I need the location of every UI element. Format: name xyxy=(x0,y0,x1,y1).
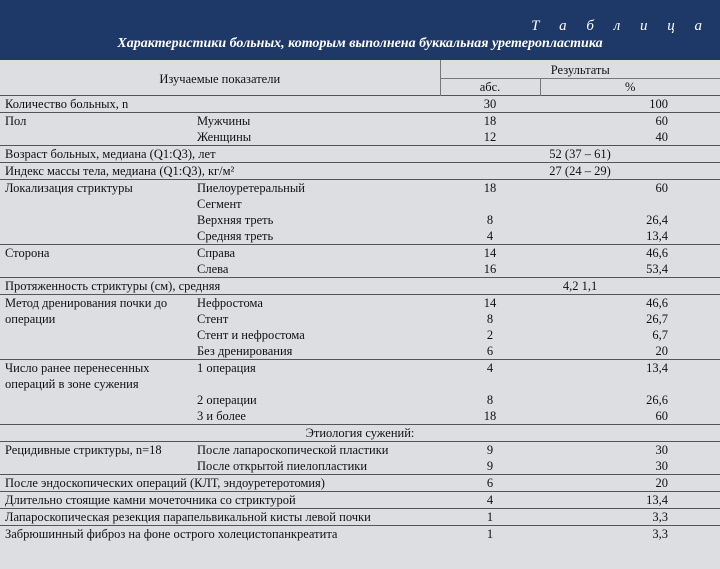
row-abs: 16 xyxy=(483,262,497,276)
table-row xyxy=(0,360,720,377)
row-pct: 30 xyxy=(540,442,720,459)
table-row xyxy=(0,408,720,425)
table-header-row xyxy=(0,60,720,79)
row-parameter: Длительно стоящие камни мочеточника со стриктурой xyxy=(0,492,440,509)
row-subparameter: Без дренирования xyxy=(197,344,293,358)
table-row xyxy=(0,392,720,408)
row-pct: 60 xyxy=(655,409,669,423)
row-subparameter: Справа xyxy=(192,245,440,262)
row-parameter: После эндоскопических операций (КЛТ, эндоуретеротомия) xyxy=(0,475,440,492)
row-pct: 20 xyxy=(540,475,720,492)
row-abs: 12 xyxy=(483,130,497,144)
row-pct: 3,3 xyxy=(540,526,720,543)
row-parameter xyxy=(0,408,192,425)
table-row xyxy=(0,180,720,197)
row-pct xyxy=(540,376,720,392)
row-abs: 9 xyxy=(440,442,540,459)
row-pct: 26,6 xyxy=(646,393,669,407)
row-pct: 46,6 xyxy=(540,245,720,262)
row-subparameter: 2 операции xyxy=(197,393,257,407)
row-parameter: Локализация стриктуры xyxy=(0,180,192,197)
row-abs: 4 xyxy=(440,492,540,509)
row-subparameter xyxy=(192,96,440,113)
row-parameter: Число ранее перенесенных xyxy=(0,360,192,377)
row-pct: 3,3 xyxy=(540,509,720,526)
row-parameter xyxy=(0,228,192,245)
row-abs: 14 xyxy=(440,295,540,312)
table-row xyxy=(0,278,720,295)
row-subparameter: Стент xyxy=(197,312,229,326)
table-row xyxy=(0,113,720,130)
row-pct: 13,4 xyxy=(540,492,720,509)
row-merged-result: 4,2 1,1 xyxy=(440,278,720,295)
table-row xyxy=(0,458,720,475)
row-abs: 18 xyxy=(440,113,540,130)
row-parameter xyxy=(0,212,192,228)
column-header-params: Изучаемые показатели xyxy=(0,60,440,96)
row-parameter xyxy=(0,392,192,408)
table-row xyxy=(0,212,720,228)
row-subparameter: Средняя треть xyxy=(197,229,274,243)
row-parameter xyxy=(0,261,192,278)
row-abs: 30 xyxy=(440,96,540,113)
row-pct: 30 xyxy=(655,459,669,473)
row-abs: 18 xyxy=(483,409,497,423)
row-abs: 9 xyxy=(486,459,494,473)
row-pct: 53,4 xyxy=(646,262,669,276)
row-abs: 2 xyxy=(486,328,494,342)
row-subparameter: Слева xyxy=(197,262,229,276)
table-row xyxy=(0,96,720,113)
row-pct: 13,4 xyxy=(646,229,669,243)
row-abs: 1 xyxy=(440,526,540,543)
row-abs: 8 xyxy=(486,213,494,227)
table-row xyxy=(0,228,720,245)
table-row xyxy=(0,425,720,442)
row-parameter: Метод дренирования почки до xyxy=(0,295,192,312)
row-subparameter: Пиелоуретеральный xyxy=(192,180,440,197)
table-row xyxy=(0,311,720,327)
row-subparameter xyxy=(192,376,440,392)
row-subparameter: Женщины xyxy=(197,130,252,144)
row-merged-result: 52 (37 – 61) xyxy=(440,146,720,163)
column-header-abs: абс. xyxy=(440,79,540,96)
row-abs: 4 xyxy=(486,229,494,243)
row-subparameter: Стент и нефростома xyxy=(197,328,305,342)
column-header-pct: % xyxy=(540,79,720,96)
row-pct: 6,7 xyxy=(652,328,669,342)
table-row xyxy=(0,442,720,459)
row-parameter: Количество больных, n xyxy=(0,96,192,113)
row-parameter xyxy=(0,343,192,360)
row-parameter: операций в зоне сужения xyxy=(5,377,139,391)
row-parameter: Сторона xyxy=(0,245,192,262)
row-parameter: Возраст больных, медиана (Q1:Q3), лет xyxy=(0,146,440,163)
row-pct: 60 xyxy=(540,180,720,197)
row-subparameter: 3 и более xyxy=(197,409,246,423)
table-row xyxy=(0,509,720,526)
row-parameter: Индекс массы тела, медиана (Q1:Q3), кг/м² xyxy=(0,163,440,180)
table-body xyxy=(0,60,720,542)
row-parameter: Протяженность стриктуры (см), средняя xyxy=(0,278,440,295)
table-row xyxy=(0,295,720,312)
row-parameter xyxy=(0,129,192,146)
row-pct: 46,6 xyxy=(540,295,720,312)
row-subparameter: После открытой пиелопластики xyxy=(197,459,368,473)
row-abs: 6 xyxy=(486,344,494,358)
table-row xyxy=(0,196,720,212)
table-row xyxy=(0,376,720,392)
table-row xyxy=(0,245,720,262)
row-pct xyxy=(540,196,720,212)
table-header-banner xyxy=(0,0,720,60)
row-pct: 100 xyxy=(540,96,720,113)
patient-characteristics-table xyxy=(0,60,720,542)
table-row xyxy=(0,129,720,146)
table-title: Характеристики больных, которым выполнена буккальная уретеропластика xyxy=(117,36,603,51)
row-subparameter: После лапароскопической пластики xyxy=(192,442,440,459)
section-label: Этиология сужений: xyxy=(0,425,720,442)
row-pct: 13,4 xyxy=(540,360,720,377)
row-subparameter: Мужчины xyxy=(192,113,440,130)
row-parameter xyxy=(0,196,192,212)
row-abs xyxy=(440,196,540,212)
row-parameter xyxy=(0,458,192,475)
row-abs: 1 xyxy=(440,509,540,526)
row-parameter: операции xyxy=(5,312,56,326)
column-header-results: Результаты xyxy=(550,63,610,77)
row-merged-result: 27 (24 – 29) xyxy=(440,163,720,180)
table-row xyxy=(0,343,720,360)
row-parameter: Пол xyxy=(0,113,192,130)
row-subparameter: Нефростома xyxy=(192,295,440,312)
row-pct: 26,4 xyxy=(646,213,669,227)
row-abs: 6 xyxy=(440,475,540,492)
table-row xyxy=(0,146,720,163)
row-abs: 8 xyxy=(486,312,494,326)
table-row xyxy=(0,475,720,492)
table-row xyxy=(0,492,720,509)
row-abs: 4 xyxy=(440,360,540,377)
table-row xyxy=(0,327,720,343)
table-row xyxy=(0,526,720,543)
row-parameter xyxy=(0,327,192,343)
row-parameter: Рецидивные стриктуры, n=18 xyxy=(0,442,192,459)
row-pct: 40 xyxy=(655,130,669,144)
row-subparameter: 1 операция xyxy=(192,360,440,377)
table-kicker: Т а б л и ц а xyxy=(531,18,710,34)
row-abs: 18 xyxy=(440,180,540,197)
row-abs: 8 xyxy=(486,393,494,407)
row-pct: 60 xyxy=(540,113,720,130)
row-parameter: Забрюшинный фиброз на фоне острого холецистопанкреатита xyxy=(0,526,440,543)
row-subparameter: Верхняя треть xyxy=(197,213,274,227)
row-abs: 14 xyxy=(440,245,540,262)
row-parameter: Лапароскопическая резекция парапельвикальной кисты левой почки xyxy=(0,509,440,526)
table-row xyxy=(0,163,720,180)
row-pct: 20 xyxy=(655,344,669,358)
row-pct: 26,7 xyxy=(646,312,669,326)
table-row xyxy=(0,261,720,278)
row-subparameter: Сегмент xyxy=(197,197,242,211)
row-abs xyxy=(440,376,540,392)
